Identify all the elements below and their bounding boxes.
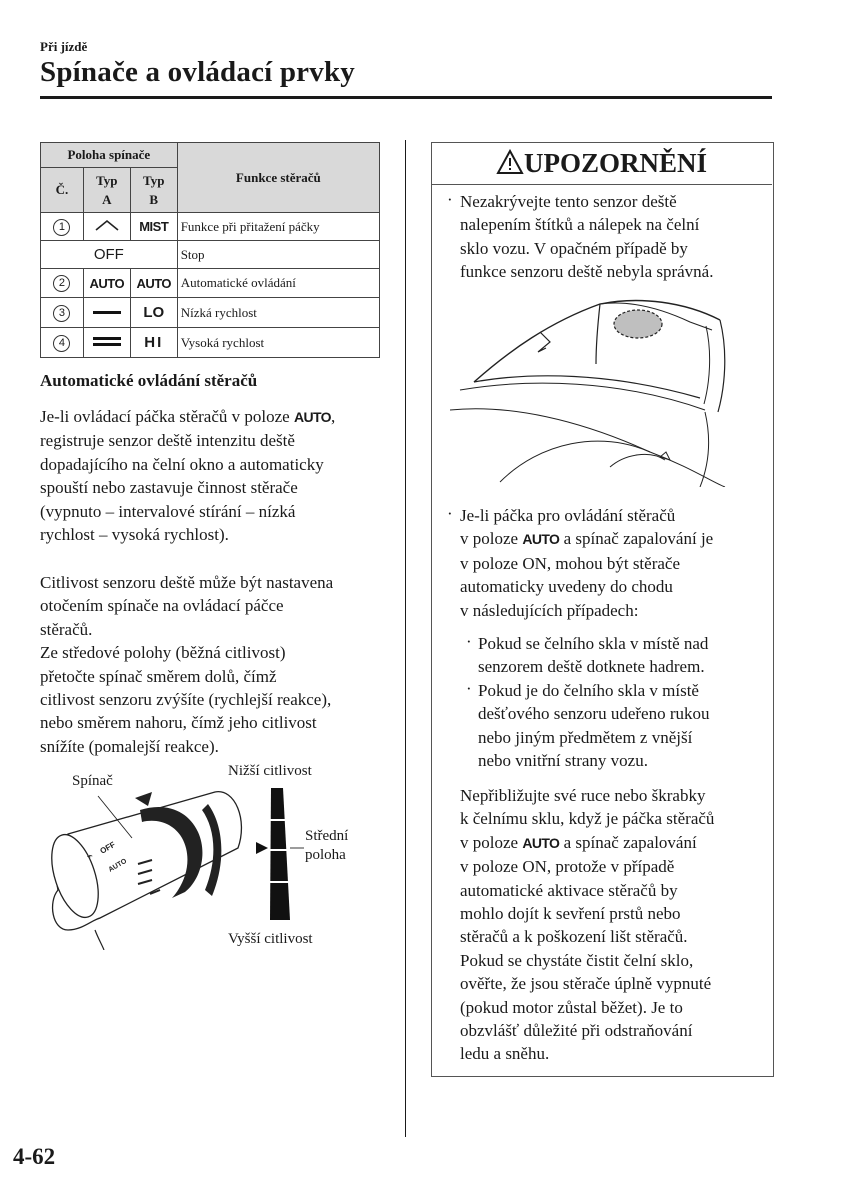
wiper-lever-illustration — [40, 780, 340, 950]
circled-number: 1 — [53, 219, 70, 236]
warning-paragraph: Nepřibližujte své ruce nebo škrabky k čelnímu sklu, když je páčka stěračů v poloze AUTO a spínač zapalování v poloze ON, protože v případě automatické aktivace stěračů by mohlo dojít k sevření prstů nebo stěračů a k poškození lišt stěračů. Pokud se chystáte čistit čelní sklo, ověřte, že jsou stěrače úplně vypnuté (pokud motor zůstal běžet). Je to obzvlášť důležité při odstraňování ledu a sněhu. — [460, 786, 715, 1064]
lever-auto-text: AUTO — [107, 857, 129, 874]
double-bar-icon — [91, 334, 123, 348]
header-position: Poloha spínače — [41, 143, 178, 168]
header-type-a: Typ A — [83, 168, 130, 213]
function-text: Nízká rychlost — [177, 298, 379, 328]
bullet-dot: · — [466, 632, 472, 651]
table-row — [41, 241, 380, 269]
paragraph-sensitivity: Citlivost senzoru deště může být nastavena otočením spínače na ovládací páčce stěračů. Ze středové polohy (běžná citlivost) přetočte spínač směrem dolů, čímž citlivost senzoru zvýšíte (rychlejší reakce), nebo směrem nahoru, čímž jeho citlivost snížíte (pomalejší reakce). — [40, 573, 334, 756]
warning-subbullet-2: Pokud je do čelního skla v místě dešťového senzoru udeřeno rukou nebo jiným předmětem z vnější nebo vnitřní strany vozu. — [478, 681, 710, 771]
header-no: Č. — [41, 168, 84, 213]
auto-label: AUTO — [522, 531, 560, 548]
header-function: Funkce stěračů — [177, 143, 379, 213]
auto-label: AUTO — [293, 409, 331, 425]
warning-bullet-1: Nezakrývejte tento senzor deště nalepením štítků a nálepek na čelní sklo vozu. V opačném případě by funkce senzoru deště nebyla správná. — [460, 192, 714, 282]
warning-subbullet-1: Pokud se čelního skla v místě nad senzorem deště dotknete hadrem. — [478, 634, 709, 677]
function-text: Funkce při přitažení páčky — [177, 213, 379, 241]
lever-off-text: OFF — [98, 839, 117, 856]
lower-sensitivity-label: Nižší citlivost — [228, 763, 312, 779]
column-divider — [405, 140, 406, 1137]
higher-sensitivity-label: Vyšší citlivost — [228, 931, 313, 947]
table-row — [41, 269, 380, 298]
type-a-value: AUTO — [83, 269, 130, 298]
warning-header — [431, 142, 772, 185]
svg-text:⌁: ⌁ — [85, 850, 95, 863]
table-row — [41, 298, 380, 328]
table-row — [41, 328, 380, 358]
windshield-sensor-illustration — [450, 292, 750, 487]
section-label: Při jízdě — [40, 39, 88, 54]
middle-position-label-2: poloha — [305, 847, 346, 863]
single-bar-icon — [91, 307, 123, 317]
circled-number: 3 — [53, 305, 70, 322]
function-text: Vysoká rychlost — [177, 328, 379, 358]
type-b-value: LO — [130, 298, 177, 328]
bullet-dot: · — [466, 679, 472, 698]
wiper-switch-table — [40, 142, 380, 358]
type-a-value: OFF — [41, 241, 178, 269]
warning-title: UPOZORNĚNÍ — [523, 148, 707, 178]
bullet-dot: · — [447, 190, 453, 209]
rain-sensor-area — [614, 310, 662, 338]
type-b-value: AUTO — [130, 269, 177, 298]
warning-triangle-icon — [496, 149, 524, 175]
function-text: Automatické ovládání — [177, 269, 379, 298]
paragraph-auto: Je-li ovládací páčka stěračů v poloze AUTO, registruje senzor deště intenzitu deště dopadajícího na čelní okno a automaticky spouští nebo zastavuje činnost stěrače (vypnuto – intervalové stírání – nízká rychlost – vysoká rychlost). — [40, 407, 336, 545]
bullet-dot: · — [447, 504, 453, 523]
header-type-b: Typ B — [130, 168, 177, 213]
warning-bullet-2: Je-li páčka pro ovládání stěračů v poloze AUTO a spínač zapalování je v poloze ON, mohou být stěrače automaticky uvedeny do chodu v následujících případech: — [460, 506, 714, 620]
table-row — [41, 213, 380, 241]
type-b-value: MIST — [130, 213, 177, 241]
auto-label: AUTO — [522, 834, 560, 851]
function-text: Stop — [177, 241, 379, 269]
mist-caret-icon — [93, 218, 121, 232]
type-b-value: HI — [130, 328, 177, 358]
title-rule — [40, 96, 772, 99]
subheading: Automatické ovládání stěračů — [40, 371, 258, 390]
switch-label: Spínač — [72, 773, 113, 789]
circled-number: 4 — [53, 335, 70, 352]
middle-position-label-1: Střední — [305, 828, 349, 844]
page-title: Spínače a ovládací prvky — [40, 56, 355, 88]
circled-number: 2 — [53, 275, 70, 292]
page-number: 4-62 — [13, 1144, 56, 1169]
